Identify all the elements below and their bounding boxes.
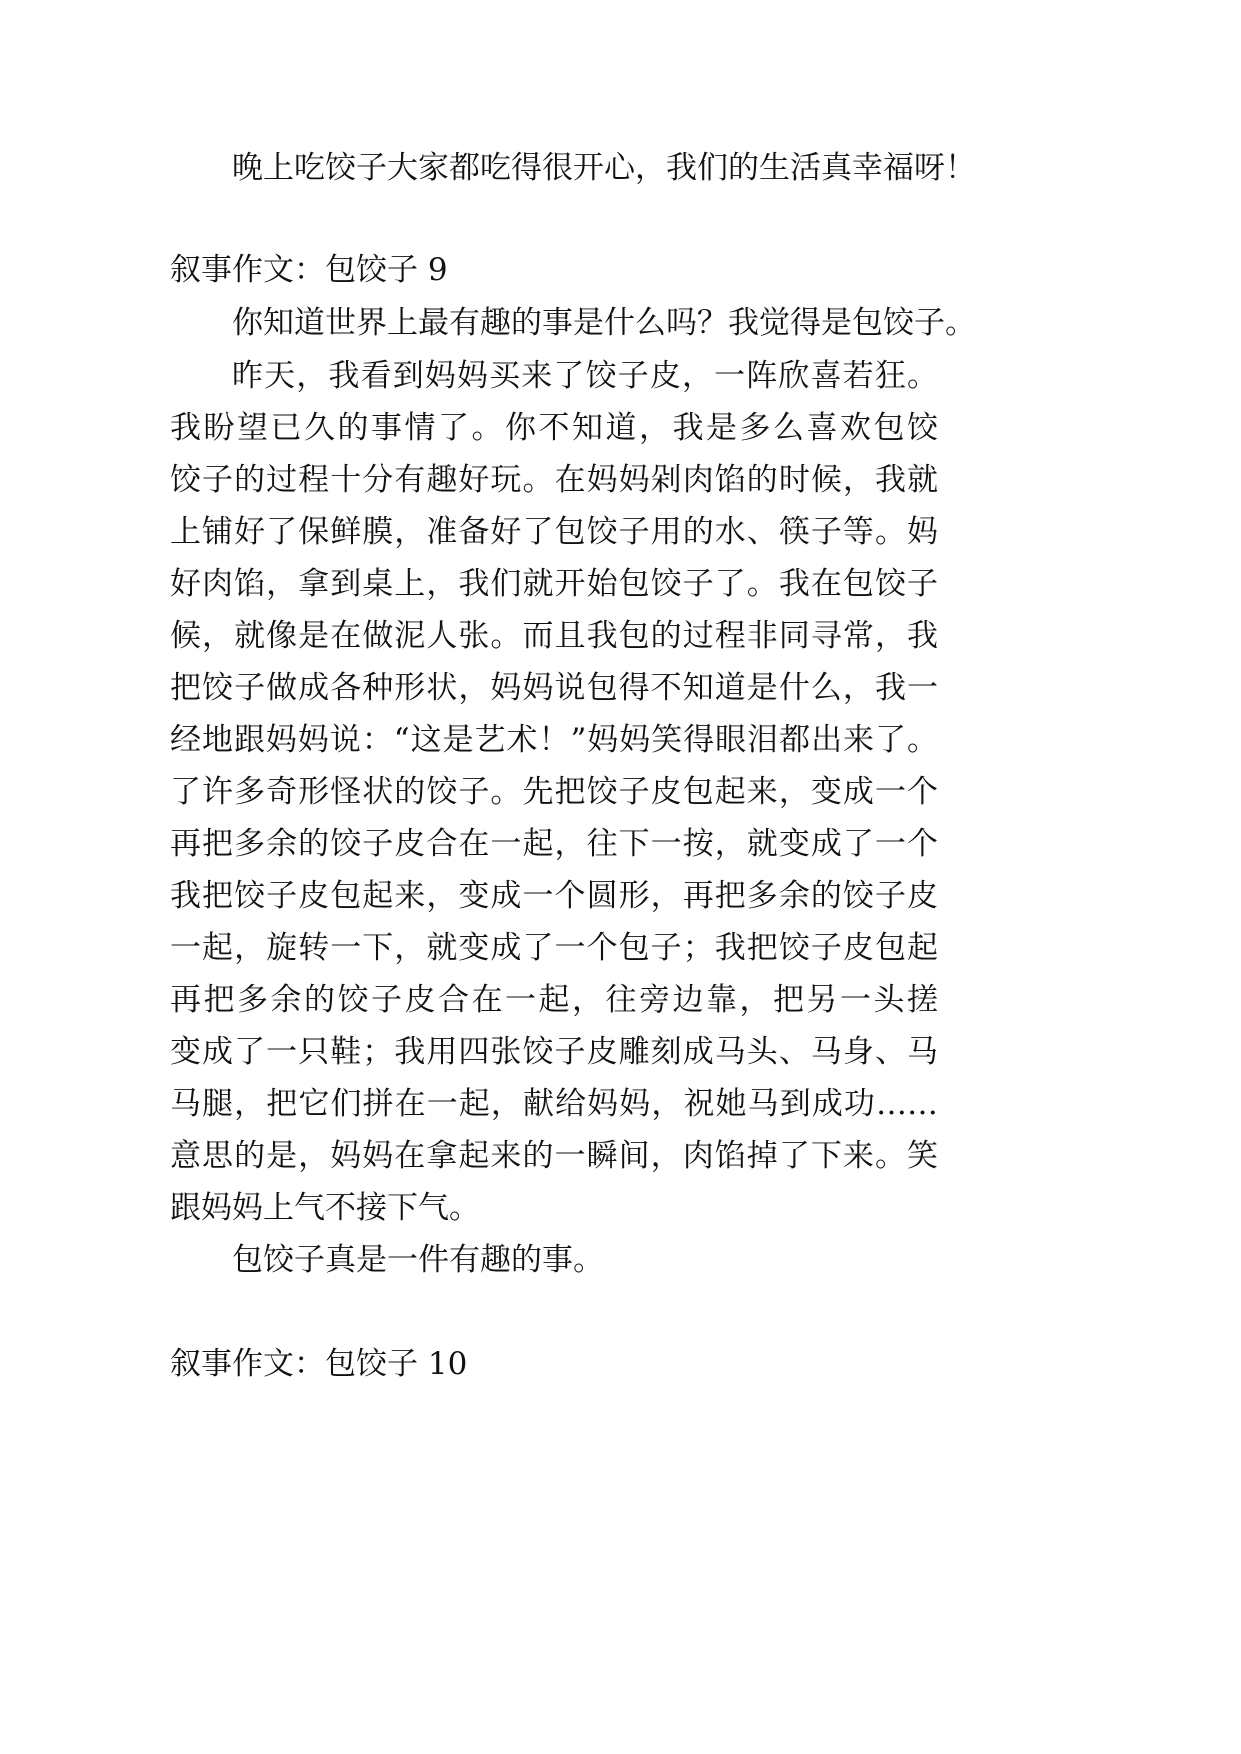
section-first-paragraph: 你知道世界上最有趣的事是什么吗？我觉得是包饺子。 (232, 305, 976, 341)
intro-closing-paragraph: 晚上吃饺子大家都吃得很开心，我们的生活真幸福呀！ (232, 150, 976, 186)
body-line: 候，就像是在做泥人张。而且我包的过程非同寻常，我 (170, 618, 938, 654)
body-line: 我盼望已久的事情了。你不知道，我是多么喜欢包饺 (170, 410, 938, 446)
body-line: 再把多余的饺子皮合在一起，往旁边靠，把另一头搓 (170, 982, 938, 1018)
body-line: 了许多奇形怪状的饺子。先把饺子皮包起来，变成一个 (170, 774, 938, 810)
body-line: 变成了一只鞋；我用四张饺子皮雕刻成马头、马身、马 (170, 1034, 938, 1070)
body-line: 马腿，把它们拼在一起，献给妈妈，祝她马到成功…… (170, 1086, 938, 1122)
body-line: 意思的是，妈妈在拿起来的一瞬间，肉馅掉了下来。笑 (170, 1138, 938, 1174)
body-line: 饺子的过程十分有趣好玩。在妈妈剁肉馅的时候，我就 (170, 462, 938, 498)
section-title: 叙事作文：包饺子 10 (170, 1346, 468, 1382)
body-line: 上铺好了保鲜膜，准备好了包饺子用的水、筷子等。妈 (170, 514, 938, 550)
body-line: 昨天，我看到妈妈买来了饺子皮，一阵欣喜若狂。 (232, 358, 938, 394)
body-line: 经地跟妈妈说：“这是艺术！”妈妈笑得眼泪都出来了。 (170, 722, 938, 758)
body-line: 把饺子做成各种形状，妈妈说包得不知道是什么，我一 (170, 670, 938, 706)
body-line: 再把多余的饺子皮合在一起，往下一按，就变成了一个 (170, 826, 938, 862)
body-line: 一起，旋转一下，就变成了一个包子；我把饺子皮包起 (170, 930, 938, 966)
section-title: 叙事作文：包饺子 9 (170, 252, 448, 288)
body-line: 我把饺子皮包起来，变成一个圆形，再把多余的饺子皮 (170, 878, 938, 914)
body-line: 好肉馅，拿到桌上，我们就开始包饺子了。我在包饺子 (170, 566, 938, 602)
section-closing-paragraph: 包饺子真是一件有趣的事。 (232, 1242, 604, 1278)
body-line: 跟妈妈上气不接下气。 (170, 1190, 480, 1226)
